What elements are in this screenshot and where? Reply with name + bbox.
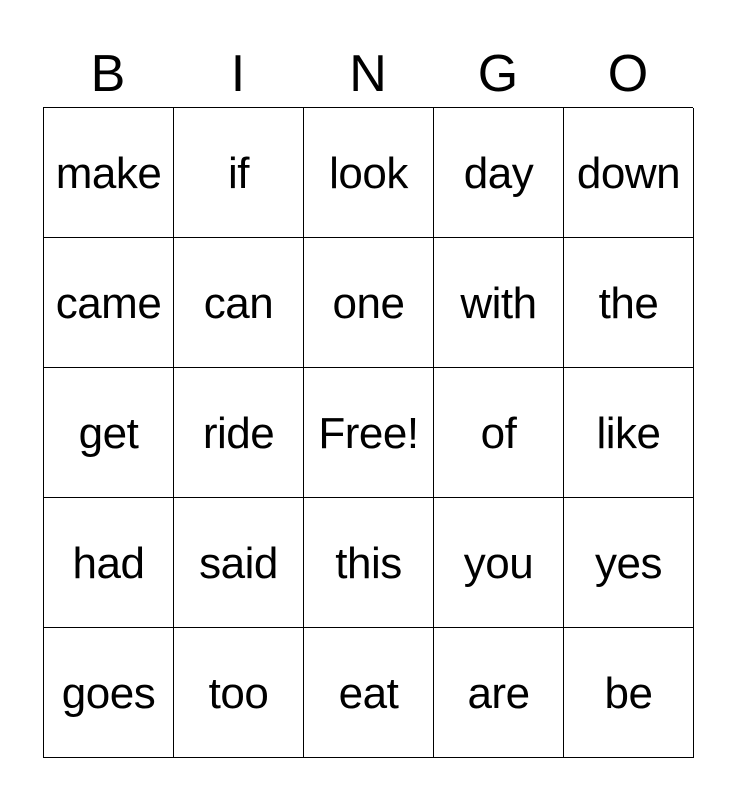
cell-word: the: [598, 278, 659, 328]
bingo-cell[interactable]: [304, 108, 434, 238]
cell-word: ride: [202, 408, 275, 458]
cell-word: be: [604, 668, 653, 718]
cell-word: eat: [338, 668, 399, 718]
cell-word: day: [463, 148, 534, 198]
bingo-cell[interactable]: [434, 238, 564, 368]
cell-word: you: [463, 538, 534, 588]
cell-word: yes: [595, 538, 662, 588]
cell-word: had: [72, 538, 145, 588]
bingo-cell[interactable]: [434, 628, 564, 758]
bingo-cell[interactable]: [174, 108, 304, 238]
cell-word: are: [467, 668, 530, 718]
bingo-cell[interactable]: [434, 498, 564, 628]
bingo-cell[interactable]: [564, 238, 694, 368]
cell-word: can: [203, 278, 274, 328]
bingo-header: [43, 0, 693, 107]
bingo-cell[interactable]: [434, 368, 564, 498]
cell-word: if: [228, 148, 249, 198]
bingo-cell[interactable]: [44, 628, 174, 758]
bingo-cell[interactable]: [304, 498, 434, 628]
bingo-grid: [43, 107, 693, 758]
cell-word: like: [596, 408, 661, 458]
bingo-cell[interactable]: [44, 368, 174, 498]
cell-word: too: [208, 668, 269, 718]
bingo-cell[interactable]: [174, 498, 304, 628]
bingo-cell[interactable]: [44, 108, 174, 238]
cell-word: said: [199, 538, 278, 588]
bingo-cell[interactable]: [304, 238, 434, 368]
bingo-cell[interactable]: [44, 238, 174, 368]
bingo-cell[interactable]: [304, 628, 434, 758]
cell-word: down: [576, 148, 681, 198]
bingo-cell[interactable]: [564, 368, 694, 498]
header-letter-i: I: [230, 45, 246, 103]
header-letter-b: B: [90, 45, 126, 103]
bingo-cell[interactable]: [174, 238, 304, 368]
header-letter-o: O: [607, 45, 649, 103]
bingo-cell[interactable]: [564, 628, 694, 758]
cell-word: with: [460, 278, 537, 328]
cell-word: goes: [61, 668, 156, 718]
header-letter-n: N: [349, 45, 387, 103]
cell-word: get: [78, 408, 139, 458]
bingo-cell[interactable]: [564, 498, 694, 628]
bingo-cell[interactable]: [44, 498, 174, 628]
cell-word: look: [329, 148, 408, 198]
bingo-card: [43, 0, 693, 758]
cell-word: this: [335, 538, 402, 588]
cell-word: one: [332, 278, 405, 328]
cell-word: make: [55, 148, 162, 198]
free-space-label: Free!: [318, 408, 419, 458]
header-letter-g: G: [477, 45, 519, 103]
free-space-cell[interactable]: [304, 368, 434, 498]
bingo-cell[interactable]: [174, 628, 304, 758]
cell-word: of: [480, 408, 517, 458]
cell-word: came: [55, 278, 162, 328]
bingo-cell[interactable]: [434, 108, 564, 238]
bingo-cell[interactable]: [174, 368, 304, 498]
bingo-cell[interactable]: [564, 108, 694, 238]
